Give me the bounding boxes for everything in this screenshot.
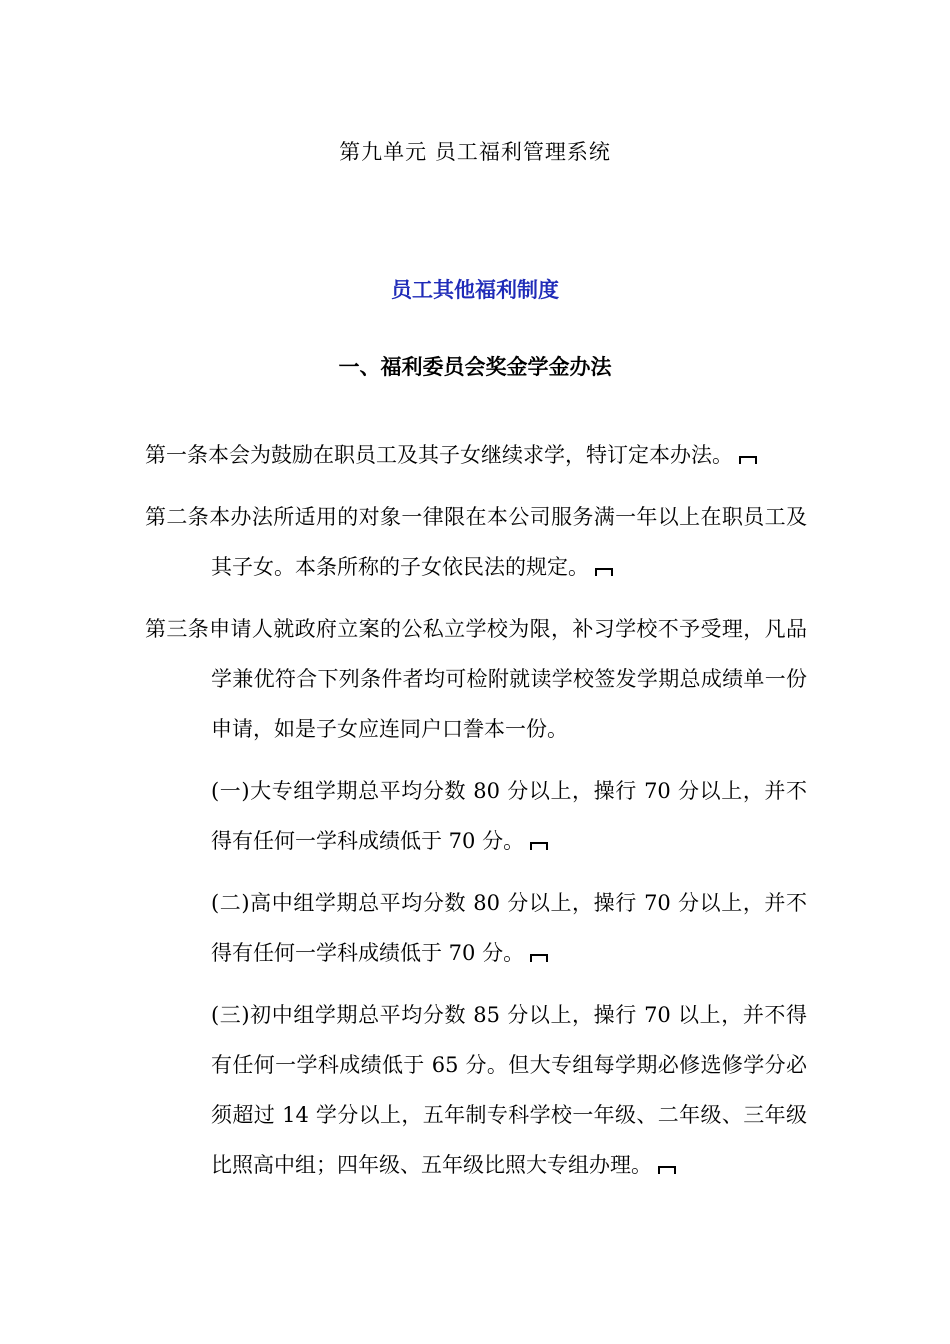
article-3-text: 第三条申请人就政府立案的公私立学校为限，补习学校不予受理，凡品学兼优符合下列条件者均可检附就读学校签发学期总成绩单一份申请，如是子女应连同户口誊本一份。 [145, 617, 807, 741]
article-2-text: 第二条本办法所适用的对象一律限在本公司服务满一年以上在职员工及其子女。本条所称的子女依民法的规定。 [145, 505, 807, 579]
document-header: 第九单元 员工福利管理系统 [339, 140, 611, 164]
article-3 [145, 604, 807, 754]
paragraph-mark-icon [530, 954, 548, 962]
subsection-title: 一、福利委员会奖金学金办法 [338, 355, 612, 379]
item-1 [211, 766, 807, 866]
article-1 [145, 430, 807, 480]
item-1-text: (一)大专组学期总平均分数 80 分以上，操行 70 分以上，并不得有任何一学科成绩低于 70 分。 [211, 779, 807, 853]
article-2 [145, 492, 807, 592]
paragraph-mark-icon [595, 568, 613, 576]
paragraph-mark-icon [739, 456, 757, 464]
item-3 [211, 990, 807, 1190]
document-body [145, 430, 807, 1202]
item-2 [211, 878, 807, 978]
paragraph-mark-icon [530, 842, 548, 850]
article-1-text: 第一条本会为鼓励在职员工及其子女继续求学，特订定本办法。 [145, 443, 733, 467]
item-2-text: (二)高中组学期总平均分数 80 分以上，操行 70 分以上，并不得有任何一学科成绩低于 70 分。 [211, 891, 807, 965]
item-3-text: (三)初中组学期总平均分数 85 分以上，操行 70 以上，并不得有任何一学科成绩低于 65 分。但大专组每学期必修选修学分必须超过 14 学分以上，五年制专科学校一年级、二年级、三年级比照高中组；四年级、五年级比照大专组办理。 [211, 1003, 807, 1177]
paragraph-mark-icon [658, 1166, 676, 1174]
section-title: 员工其他福利制度 [391, 278, 559, 302]
